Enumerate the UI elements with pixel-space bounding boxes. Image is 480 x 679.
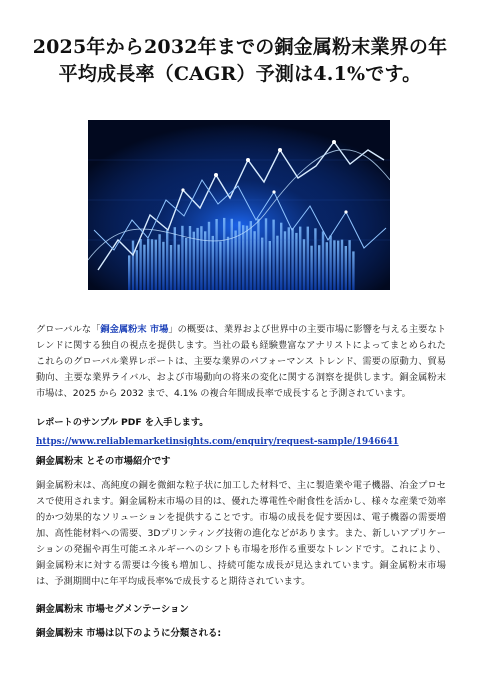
hero-bar <box>177 245 179 290</box>
hero-bar <box>215 219 217 290</box>
hero-bar <box>139 239 141 290</box>
hero-chart-graphic <box>88 120 390 290</box>
hero-bar <box>295 233 297 290</box>
hero-bar <box>348 240 350 290</box>
hero-bar <box>231 219 233 290</box>
hero-bar <box>132 241 134 290</box>
hero-bar <box>329 236 331 290</box>
hero-bar <box>212 236 214 290</box>
hero-bar <box>162 242 164 290</box>
hero-bar <box>291 228 293 290</box>
hero-bar <box>272 220 274 290</box>
hero-bar <box>303 239 305 290</box>
hero-bar <box>166 230 168 290</box>
hero-bar <box>337 241 339 290</box>
hero-bar <box>333 240 335 290</box>
hero-bar <box>143 245 145 290</box>
hero-bar <box>155 240 157 290</box>
hero-bar <box>185 238 187 290</box>
hero-image <box>88 120 390 290</box>
section-heading-classification: 銅金属粉末 市場は以下のように分類される: <box>36 628 222 639</box>
hero-bar <box>250 221 252 290</box>
hero-bar <box>314 228 316 290</box>
hero-bar <box>345 246 347 290</box>
sample-section <box>36 416 446 449</box>
hero-bar <box>200 226 202 290</box>
hero-bar <box>269 241 271 290</box>
hero-bar <box>158 234 160 290</box>
hero-bar <box>276 236 278 290</box>
hero-bar <box>208 222 210 290</box>
hero-bar <box>136 250 138 290</box>
hero-bar <box>151 239 153 290</box>
hero-bar <box>193 232 195 290</box>
hero-bar <box>219 241 221 290</box>
hero-bar <box>242 225 244 290</box>
introduction-paragraph: 銅金属粉末は、高純度の銅を微細な粒子状に加工した材料で、主に製造業や電子機器、冶金プロセスで使用されます。銅金属粉末市場の目的は、優れた導電性や耐食性を活かし、様々な産業で効率的かつ効果的なソリューションを提供することです。市場の成長を促す要因は、電子機器の需要増加、高性能材料への需要、3Dプリンティング技術の進化などがあります。また、新しいアプリケーションの発掘や再生可能エネルギーへのシフトも市場を形作る重要なトレンドです。これにより、銅金属粉末に対する需要は今後も増加し、持続可能な成長が見込まれています。銅金属粉末市場は、予測期間中に年平均成長率%で成長すると期待されています。 <box>36 480 446 587</box>
intro-suffix: 」の概要は、業界および世界中の主要市場に影響を与える主要なトレンドに関する独自の視点を提供します。当社の最も経験豊富なアナリストによってまとめられたこれらのグローバル業界レポートは、主要な業界のパフォーマンス トレンド、需要の原動力、貿易動向、主要な業界ライバル、および市場動向の将来の変化に関する洞察を提供します。銅金属粉末 市場は、2025 から 2032 まで、4.1% の複合年間成長率で成長すると予測されています。 <box>36 324 447 399</box>
hero-bar <box>227 237 229 290</box>
hero-bar <box>280 223 282 290</box>
hero-bar <box>318 245 320 290</box>
intro-paragraph <box>36 322 446 402</box>
hero-bar <box>189 226 191 290</box>
section-heading-segmentation: 銅金属粉末 市場セグメンテーション <box>36 604 189 615</box>
hero-bar <box>265 218 267 290</box>
hero-bar <box>238 221 240 290</box>
hero-bar <box>299 227 301 290</box>
hero-bar <box>326 242 328 290</box>
sample-pdf-label: レポートのサンプル PDF を入手します。 <box>36 417 209 428</box>
hero-bar <box>223 218 225 290</box>
hero-bar <box>257 219 259 290</box>
hero-bar <box>288 227 290 290</box>
hero-bar <box>352 251 354 290</box>
section-heading-introduction: 銅金属粉末 とその市場紹介です <box>36 456 171 467</box>
hero-bar <box>307 227 309 290</box>
sample-pdf-link[interactable]: https://www.reliablemarketinsights.com/enquiry/request-sample/1946641 <box>36 437 399 447</box>
intro-prefix: グローバルな「 <box>36 324 101 335</box>
hero-bar <box>174 227 176 290</box>
page-title: 2025年から2032年までの銅金属粉末業界の年平均成長率（CAGR）予測は4.1%です。 <box>32 36 448 85</box>
hero-bar <box>341 240 343 290</box>
hero-bar <box>147 239 149 290</box>
market-keyword-link[interactable]: 銅金属粉末 市場 <box>100 324 169 335</box>
hero-bar <box>234 231 236 291</box>
hero-bar <box>261 238 263 290</box>
hero-bar <box>128 255 130 290</box>
hero-bar <box>196 228 198 290</box>
hero-bar <box>246 226 248 290</box>
hero-bar <box>170 245 172 290</box>
hero-bar <box>310 246 312 290</box>
